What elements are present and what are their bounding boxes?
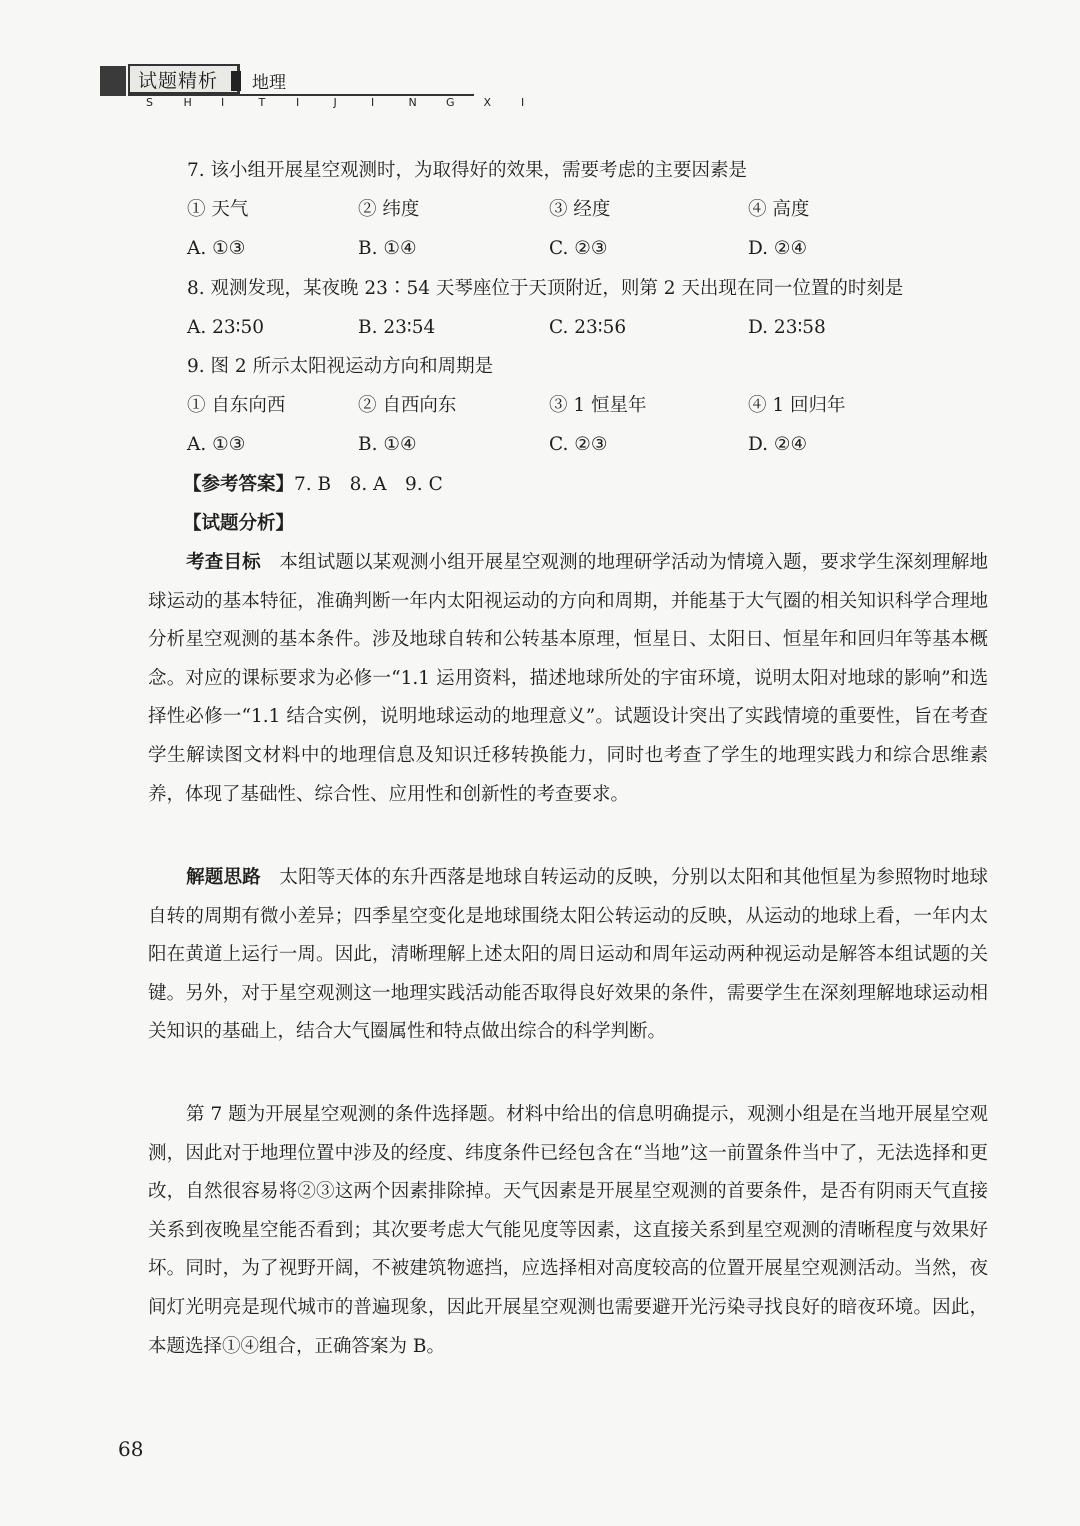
header-subject: 地理 (252, 73, 286, 93)
question-7-explanation (148, 1096, 988, 1366)
pinyin-letter: I (521, 96, 525, 109)
question-9-item: ① 自东向西 (187, 395, 286, 416)
question-9-item: ③ 1 恒星年 (549, 395, 647, 416)
header-pinyin (146, 96, 559, 109)
pinyin-letter: S (146, 96, 153, 109)
analysis-heading: 【试题分析】 (183, 513, 295, 534)
pinyin-letter: I (296, 96, 300, 109)
header-title: 试题精析 (138, 70, 219, 92)
question-9-stem: 9. 图 2 所示太阳视运动方向和周期是 (187, 356, 494, 377)
question-7-item: ③ 经度 (549, 199, 611, 220)
section-lead: 解题思路 (186, 867, 261, 888)
question-8-choice: D. 23∶58 (748, 317, 826, 338)
question-7-choice: B. ①④ (358, 238, 417, 259)
question-7-item: ④ 高度 (748, 199, 810, 220)
question-9-item: ④ 1 回归年 (748, 395, 846, 416)
pinyin-letter: I (221, 96, 225, 109)
question-8-choice: B. 23∶54 (358, 317, 436, 338)
reference-answer (183, 476, 443, 495)
section-solution-approach (148, 859, 988, 1052)
section-body: 本组试题以某观测小组开展星空观测的地理研学活动为情境入题，要求学生深刻理解地球运动的基本特征，准确判断一年内太阳视运动的方向和周期，并能基于大气圈的相关知识科学合理地分析星空观测的基本条件。涉及地球自转和公转基本原理，恒星日、太阳日、恒星年和回归年等基本概念。对应的课标要求为必修一“1.1 运用资料，描述地球所处的宇宙环境，说明太阳对地球的影响”和选择性必修一“1.1 结合实例，说明地球运动的地理意义”。试题设计突出了实践情境的重要性，旨在考查学生解读图文材料中的地理信息及知识迁移转换能力，同时也考查了学生的地理实践力和综合思维素养，体现了基础性、综合性、应用性和创新性的考查要求。 (148, 552, 988, 805)
section-lead: 考查目标 (186, 552, 261, 573)
pinyin-letter: X (483, 96, 492, 109)
section-exam-objective (148, 544, 988, 814)
section-body: 太阳等天体的东升西落是地球自转运动的反映，分别以太阳和其他恒星为参照物时地球自转的周期有微小差异；四季星空变化是地球围绕太阳公转运动的反映，从运动的地球上看，一年内太阳在黄道上运行一周。因此，清晰理解上述太阳的周日运动和周年运动两种视运动是解答本组试题的关键。另外，对于星空观测这一地理实践活动能否取得良好效果的条件，需要学生在深刻理解地球运动相关知识的基础上，结合大气圈属性和特点做出综合的科学判断。 (148, 867, 988, 1043)
answer-label: 【参考答案】 (183, 474, 295, 495)
question-9-choice: A. ①③ (187, 434, 246, 455)
question-8-stem: 8. 观测发现，某夜晚 23∶54 天琴座位于天顶附近，则第 2 天出现在同一位置的时刻是 (187, 278, 904, 299)
pinyin-letter: G (446, 96, 455, 109)
pinyin-letter: I (371, 96, 375, 109)
question-7-choice: C. ②③ (549, 238, 608, 259)
question-9-choice: B. ①④ (358, 434, 417, 455)
question-7-choice: A. ①③ (187, 238, 246, 259)
section-body: 第 7 题为开展星空观测的条件选择题。材料中给出的信息明确提示，观测小组是在当地开展星空观测，因此对于地理位置中涉及的经度、纬度条件已经包含在“当地”这一前置条件当中了，无法选择和更改，自然很容易将②③这两个因素排除掉。天气因素是开展星空观测的首要条件，是否有阴雨天气直接关系到夜晚星空能否看到；其次要考虑大气能见度等因素，这直接关系到星空观测的清晰程度与效果好坏。同时，为了视野开阔，不被建筑物遮挡，应选择相对高度较高的位置开展星空观测活动。当然，夜间灯光明亮是现代城市的普遍现象，因此开展星空观测也需要避开光污染寻找良好的暗夜环境。因此，本题选择①④组合，正确答案为 B。 (148, 1104, 988, 1357)
question-9-choice: C. ②③ (549, 434, 608, 455)
question-9-choice: D. ②④ (748, 434, 808, 455)
question-9-item: ② 自西向东 (358, 395, 457, 416)
question-7-choice: D. ②④ (748, 238, 808, 259)
header-square-marker (231, 71, 241, 91)
question-7-stem: 7. 该小组开展星空观测时，为取得好的效果，需要考虑的主要因素是 (187, 160, 748, 181)
question-7-item: ② 纬度 (358, 199, 420, 220)
question-7-item: ① 天气 (187, 199, 249, 220)
header-dark-block (100, 66, 126, 96)
question-8-choice: C. 23∶56 (549, 317, 627, 338)
pinyin-letter: J (333, 96, 337, 109)
pinyin-letter: T (258, 96, 266, 109)
pinyin-letter: N (408, 96, 417, 109)
page-number: 68 (118, 1437, 144, 1461)
pinyin-letter: H (183, 96, 192, 109)
question-8-choice: A. 23∶50 (187, 317, 265, 338)
answer-text: 7. B 8. A 9. C (294, 474, 443, 495)
